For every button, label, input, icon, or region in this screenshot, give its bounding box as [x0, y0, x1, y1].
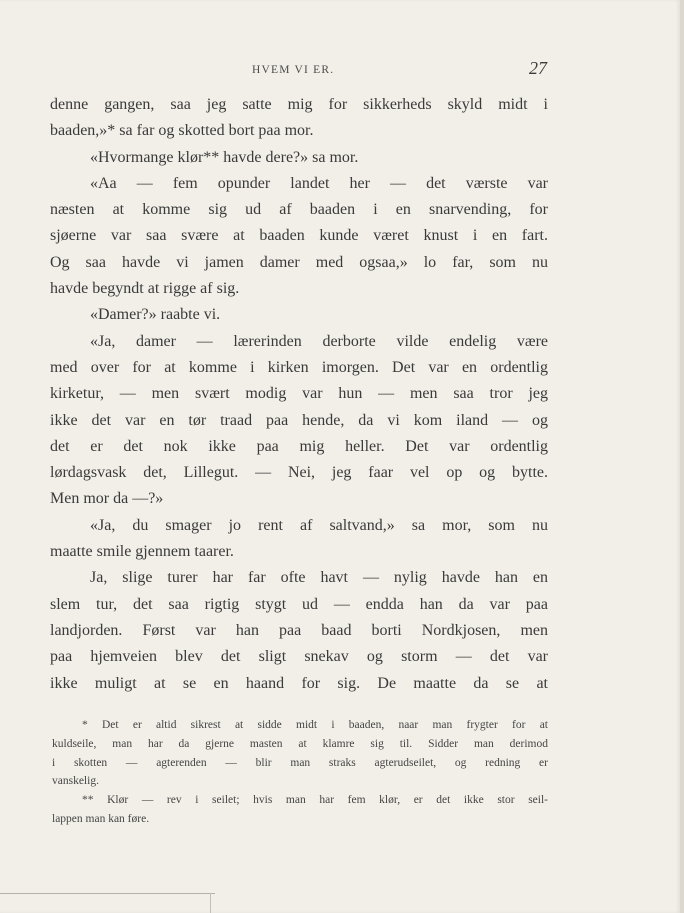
text-line: det er det nok ikke paa mig heller. Det var ordentlig [50, 437, 548, 455]
text-line: Og saa havde vi jamen damer med ogsaa,» lo far, som nu [50, 253, 548, 271]
page-edge-mark [210, 893, 216, 913]
running-title: HVEM VI ER. [252, 64, 335, 76]
text-line: «Ja, du smager jo rent af saltvand,» sa mor, som nu [90, 516, 548, 534]
footnote-line: ** Klør — rev i seilet; hvis man har fem klør, er det ikke stor seil- [82, 794, 548, 807]
text-line: «Ja, damer — lærerinden derborte vilde endelig være [90, 332, 548, 350]
text-line: maatte smile gjennem taarer. [50, 543, 234, 561]
body-text [50, 92, 548, 697]
text-line: denne gangen, saa jeg satte mig for sikkerheds skyld midt i [50, 96, 548, 113]
footnotes [52, 716, 548, 829]
text-line: «Damer?» raabte vi. [90, 306, 221, 324]
text-line: baaden,»* sa far og skotted bort paa mor. [50, 122, 314, 140]
footnote-line: vanskelig. [52, 775, 99, 788]
text-line: «Hvormange klør** havde dere?» sa mor. [90, 148, 359, 166]
footnote-line: * Det er altid sikrest at sidde midt i baaden, naar man frygter for at [82, 719, 548, 731]
page-number: 27 [529, 58, 547, 78]
page-edge-rule [0, 893, 215, 894]
text-line: «Aa — fem opunder landet her — det værste var [90, 174, 548, 192]
text-line: lørdagsvask det, Lillegut. — Nei, jeg faar vel op og bytte. [50, 464, 548, 482]
text-line: Men mor da —?» [50, 490, 164, 508]
text-line: slem tur, det saa rigtig stygt ud — endda han da var paa [50, 595, 548, 613]
text-line: landjorden. Først var han paa baad borti Nordkjosen, men [50, 621, 548, 639]
page-header [0, 58, 680, 84]
text-line: Ja, slige turer har far ofte havt — nylig havde han en [90, 569, 548, 587]
text-line: sjøerne var saa svære at baaden kunde været knust i en fart. [50, 227, 548, 245]
text-line: næsten at komme sig ud af baaden i en snarvending, for [50, 201, 548, 219]
footnote-line: kuldseile, man har da gjerne masten at klamre sig til. Sidder man derimod [52, 737, 548, 750]
footnote-line: i skotten — agterenden — blir man straks agterudseilet, og redning er [52, 756, 548, 769]
text-line: med over for at komme i kirken imorgen. Det var en ordentlig [50, 358, 548, 376]
text-line: ikke muligt at se en haand for sig. De maatte da se at [50, 674, 548, 692]
page-edge [680, 0, 684, 913]
text-line: ikke det var en tør traad paa hende, da vi kom iland — og [50, 411, 548, 429]
text-line: paa hjemveien blev det sligt snekav og storm — det var [50, 648, 548, 666]
footnote-line: lappen man kan føre. [52, 812, 150, 825]
text-line: havde begyndt at rigge af sig. [50, 280, 240, 298]
text-line: kirketur, — men svært modig var hun — men saa tror jeg [50, 385, 548, 403]
